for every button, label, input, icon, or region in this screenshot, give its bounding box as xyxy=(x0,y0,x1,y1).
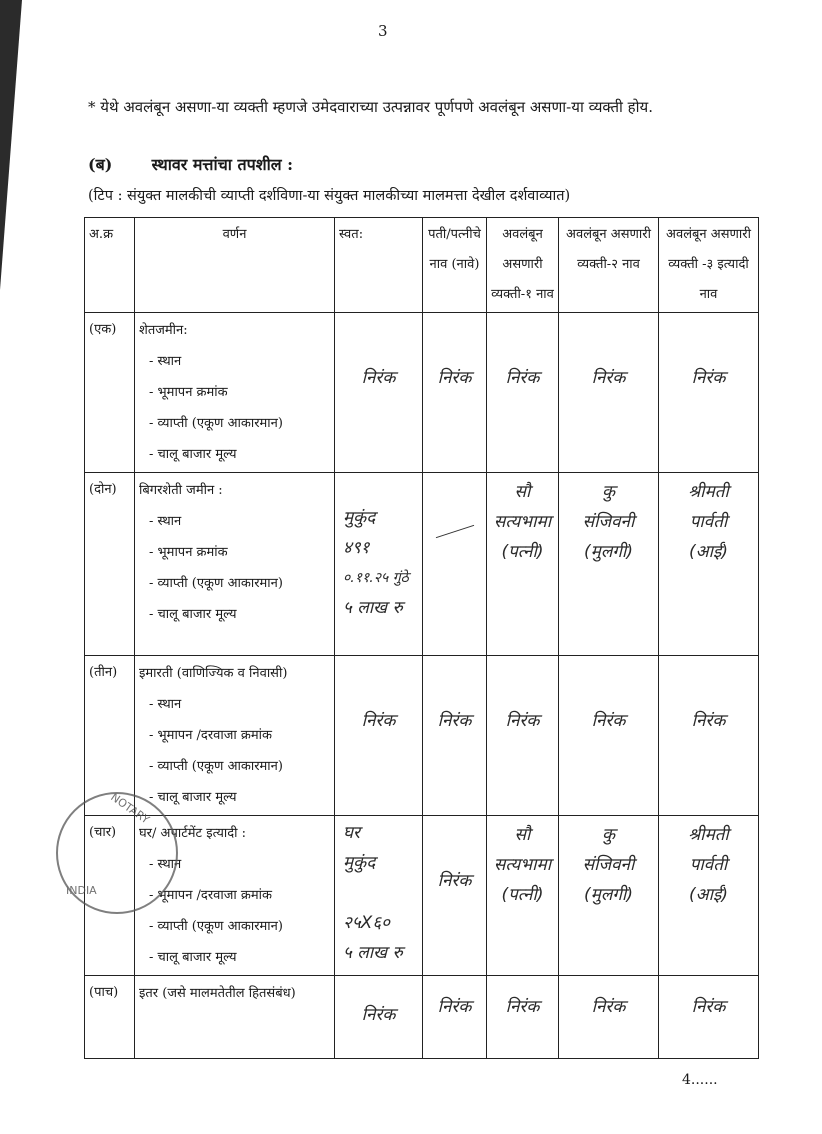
cell-dependent-3 xyxy=(659,976,759,1059)
immovable-assets-table xyxy=(84,217,759,1059)
handwritten-value: निरंक xyxy=(437,871,472,891)
table-row xyxy=(85,313,759,473)
handwritten-value: निरंक xyxy=(361,1005,396,1025)
handwritten-value: निरंक xyxy=(437,711,472,731)
arrow-mark xyxy=(435,525,473,538)
cell-dependent-2 xyxy=(559,473,659,656)
cell-dependent-3 xyxy=(659,473,759,656)
handwritten-value: निरंक xyxy=(505,368,540,388)
table-row xyxy=(85,473,759,656)
header-dependent-3: अवलंबून असणारी व्यक्ती -३ इत्यादी नाव xyxy=(659,218,759,313)
handwritten-value: (मुलगी) xyxy=(584,885,633,905)
cell-self xyxy=(335,313,423,473)
handwritten-value: सत्यभामा xyxy=(493,855,552,875)
header-dependent-1: अवलंबून असणारी व्यक्ती-१ नाव xyxy=(487,218,559,313)
handwritten-value: निरंक xyxy=(691,997,726,1017)
stamp-bottom-text: INDIA xyxy=(66,884,97,897)
row-title: घर/ अपार्टमेंट इत्यादी : xyxy=(139,826,247,841)
handwritten-value: सौ xyxy=(514,482,531,502)
cell-dependent-1 xyxy=(487,313,559,473)
table-row xyxy=(85,976,759,1059)
row-number: (चार) xyxy=(85,816,135,976)
handwritten-value: निरंक xyxy=(361,368,396,388)
handwritten-value: ५ लाख रु xyxy=(343,598,403,618)
section-label: (ब) xyxy=(88,155,113,174)
cell-self xyxy=(335,816,423,976)
row-number: (पाच) xyxy=(85,976,135,1059)
row-description xyxy=(135,473,335,656)
handwritten-value: श्रीमती xyxy=(688,482,729,502)
dependent-note: * येथे अवलंबून असणा-या व्यक्ती म्हणजे उमेदवाराच्या उत्पन्नावर पूर्णपणे अवलंबून असणा-या व्यक्ती होय. xyxy=(88,98,653,116)
row-number: (तीन) xyxy=(85,656,135,816)
row-description xyxy=(135,313,335,473)
cell-dependent-2 xyxy=(559,976,659,1059)
cell-spouse xyxy=(423,976,487,1059)
row-description xyxy=(135,976,335,1059)
handwritten-value: कु xyxy=(601,482,616,502)
cell-self xyxy=(335,656,423,816)
handwritten-value: संजिवनी xyxy=(582,855,635,875)
handwritten-value: पार्वती xyxy=(689,512,728,532)
page-number: 3 xyxy=(378,22,388,40)
next-page-marker: 4...... xyxy=(682,1072,718,1088)
handwritten-value: सौ xyxy=(514,825,531,845)
handwritten-value: ४९१ xyxy=(343,538,370,558)
notary-stamp xyxy=(56,792,178,914)
handwritten-value: निरंक xyxy=(591,368,626,388)
handwritten-value: निरंक xyxy=(691,711,726,731)
handwritten-value: (पत्नी) xyxy=(501,885,544,905)
cell-dependent-1 xyxy=(487,473,559,656)
desc-item: - स्थान xyxy=(149,354,182,369)
desc-item: - भूमापन क्रमांक xyxy=(149,545,228,560)
handwritten-value: निरंक xyxy=(361,711,396,731)
cell-dependent-3 xyxy=(659,816,759,976)
desc-item: - चालू बाजार मूल्य xyxy=(149,790,237,805)
handwritten-value: निरंक xyxy=(505,997,540,1017)
handwritten-value: घर xyxy=(343,823,360,843)
handwritten-value: श्रीमती xyxy=(688,825,729,845)
header-dependent-2: अवलंबून असणारी व्यक्ती-२ नाव xyxy=(559,218,659,313)
handwritten-value: (पत्नी) xyxy=(501,542,544,562)
desc-item: - व्याप्ती (एकूण आकारमान) xyxy=(149,919,283,934)
cell-dependent-3 xyxy=(659,656,759,816)
handwritten-value: निरंक xyxy=(691,368,726,388)
desc-item: - भूमापन /दरवाजा क्रमांक xyxy=(149,728,272,743)
handwritten-value: सत्यभामा xyxy=(493,512,552,532)
handwritten-value: कु xyxy=(601,825,616,845)
row-description xyxy=(135,656,335,816)
row-number: (दोन) xyxy=(85,473,135,656)
handwritten-value xyxy=(339,878,418,908)
header-description: वर्णन xyxy=(135,218,335,313)
handwritten-value: संजिवनी xyxy=(582,512,635,532)
desc-item: - चालू बाजार मूल्य xyxy=(149,607,237,622)
handwritten-value: निरंक xyxy=(437,997,472,1017)
row-title: शेतजमीन: xyxy=(139,323,188,338)
desc-item: - भूमापन क्रमांक xyxy=(149,385,228,400)
cell-self xyxy=(335,473,423,656)
desc-item: - स्थान xyxy=(149,514,182,529)
row-title: बिगरशेती जमीन : xyxy=(139,483,223,498)
handwritten-value: (आई) xyxy=(689,542,728,562)
handwritten-value: मुकुंद xyxy=(343,853,376,873)
desc-item: - भूमापन /दरवाजा क्रमांक xyxy=(149,888,272,903)
header-serial: अ.क्र xyxy=(85,218,135,313)
handwritten-value: (मुलगी) xyxy=(584,542,633,562)
cell-dependent-3 xyxy=(659,313,759,473)
desc-item: - व्याप्ती (एकूण आकारमान) xyxy=(149,759,283,774)
handwritten-value: ०.११.२५ गुंठे xyxy=(343,570,409,586)
handwritten-value: निरंक xyxy=(591,711,626,731)
section-title: स्थावर मत्तांचा तपशील : xyxy=(151,155,294,174)
desc-item: - चालू बाजार मूल्य xyxy=(149,447,237,462)
cell-self xyxy=(335,976,423,1059)
cell-dependent-1 xyxy=(487,816,559,976)
desc-item: - व्याप्ती (एकूण आकारमान) xyxy=(149,576,283,591)
handwritten-value: (आई) xyxy=(689,885,728,905)
handwritten-value: निरंक xyxy=(437,368,472,388)
table-row xyxy=(85,816,759,976)
table-header-row xyxy=(85,218,759,313)
header-spouse: पती/पत्नीचे नाव (नावे) xyxy=(423,218,487,313)
cell-spouse xyxy=(423,816,487,976)
handwritten-value: पार्वती xyxy=(689,855,728,875)
cell-spouse xyxy=(423,656,487,816)
cell-dependent-2 xyxy=(559,656,659,816)
desc-item: - चालू बाजार मूल्य xyxy=(149,950,237,965)
handwritten-value: ५ लाख रु xyxy=(343,943,403,963)
stamp-top-text: NOTARY xyxy=(108,790,152,827)
header-self: स्वत: xyxy=(335,218,423,313)
cell-dependent-1 xyxy=(487,656,559,816)
desc-item: - स्थान xyxy=(149,697,182,712)
cell-spouse xyxy=(423,473,487,656)
desc-item: - व्याप्ती (एकूण आकारमान) xyxy=(149,416,283,431)
row-number: (एक) xyxy=(85,313,135,473)
desc-item: - स्थान xyxy=(149,857,182,872)
handwritten-value: २५X६० xyxy=(343,913,391,933)
handwritten-value: निरंक xyxy=(591,997,626,1017)
cell-spouse xyxy=(423,313,487,473)
handwritten-value: निरंक xyxy=(505,711,540,731)
cell-dependent-2 xyxy=(559,313,659,473)
cell-dependent-2 xyxy=(559,816,659,976)
scan-shadow xyxy=(0,0,22,290)
tip-text: (टिप : संयुक्त मालकीची व्याप्ती दर्शविणा-या संयुक्त मालकीच्या मालमत्ता देखील दर्शवाव्यात) xyxy=(88,188,571,204)
row-title: इतर (जसे मालमतेतील हितसंबंध) xyxy=(139,986,296,1001)
section-heading xyxy=(88,150,293,180)
handwritten-value: मुकुंद xyxy=(343,508,376,528)
row-title: इमारती (वाणिज्यिक व निवासी) xyxy=(139,666,288,681)
cell-dependent-1 xyxy=(487,976,559,1059)
table-row xyxy=(85,656,759,816)
